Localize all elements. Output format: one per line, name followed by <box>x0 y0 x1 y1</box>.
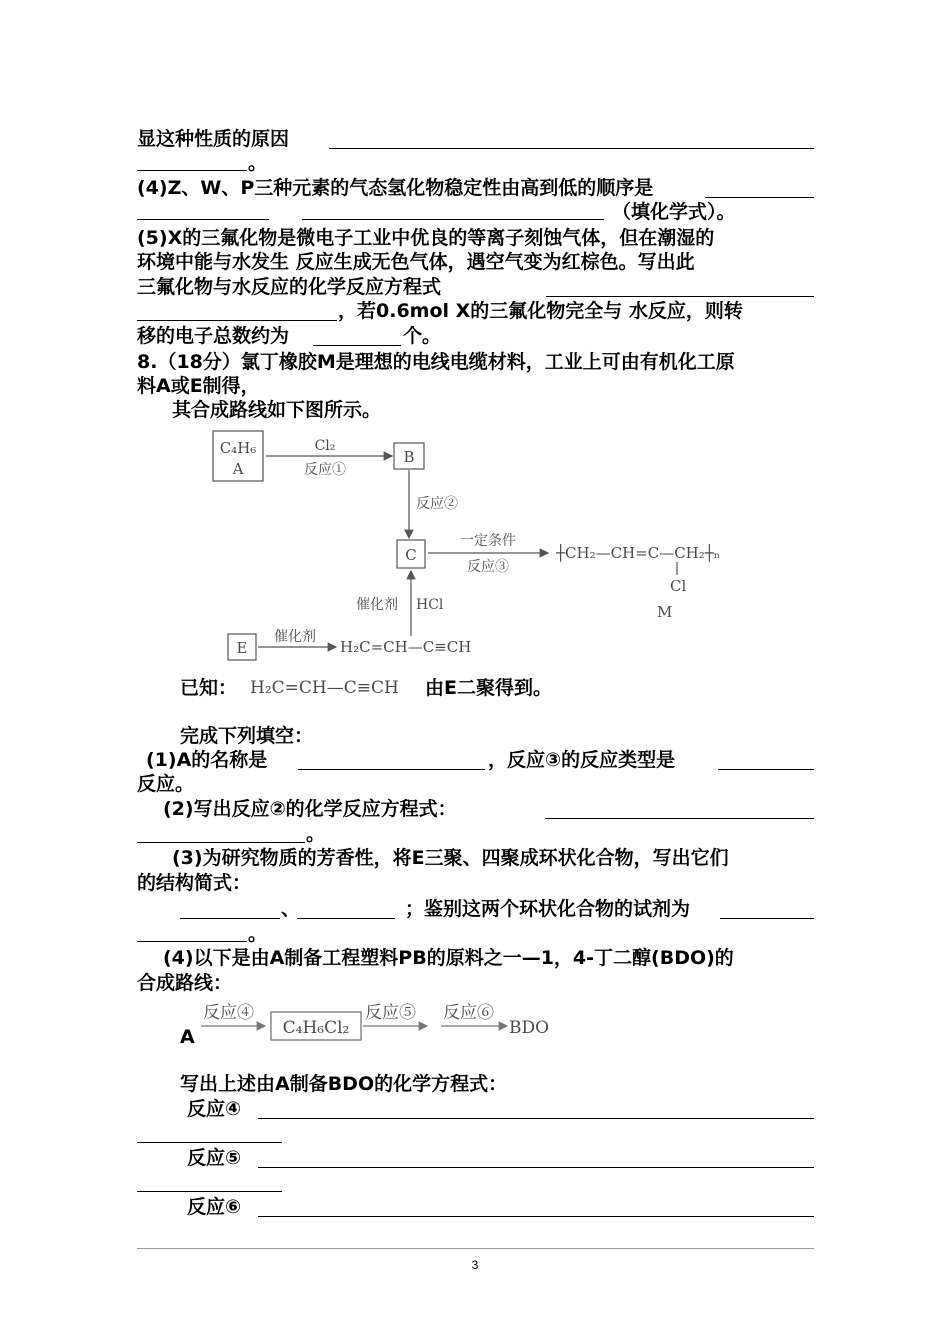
answer-blank[interactable] <box>137 842 305 843</box>
reagent-cl2: Cl₂ <box>314 438 336 454</box>
question-8-text-2: 其合成路线如下图所示。 <box>172 399 382 421</box>
reaction-4-label: 反应④ <box>187 1098 242 1120</box>
compound-a-formula: C₄H₆ <box>219 439 257 457</box>
answer-blank[interactable] <box>258 1216 814 1217</box>
reaction-2-label: 反应② <box>416 496 458 512</box>
polymer-cl: Cl <box>670 577 687 595</box>
question-5-text: (5)X的三氟化物是微电子工业中优良的等离子刻蚀气体，但在潮湿的 <box>137 227 715 249</box>
answer-blank[interactable] <box>258 1118 814 1119</box>
answer-blank[interactable] <box>297 918 395 919</box>
svg-text:C₄H₆Cl₂: C₄H₆Cl₂ <box>282 1018 350 1038</box>
compound-e-label: E <box>236 639 248 657</box>
question-1-text-3: 反应。 <box>137 773 195 795</box>
question-8-heading: 8.（18分）氯丁橡胶M是理想的电线电缆材料，工业上可由有机化工原 <box>137 351 735 373</box>
question-2-text: (2)写出反应②的化学反应方程式： <box>163 798 457 820</box>
known-formula <box>248 672 428 702</box>
reagent-hcl: HCl <box>416 597 444 613</box>
polymer-m-formula: ┼CH₂—CH=C—CH₂┼ₙ <box>556 544 721 562</box>
vinylacetylene-formula: H₂C=CH—C≡CH <box>340 638 472 656</box>
question-3-text-2: 的结构简式： <box>137 872 252 894</box>
footer-rule <box>137 1248 814 1249</box>
svg-text:反应⑥: 反应⑥ <box>443 1003 494 1023</box>
question-3-text: (3)为研究物质的芳香性，将E三聚、四聚成环状化合物，写出它们 <box>172 847 729 869</box>
svg-text:BDO: BDO <box>509 1018 550 1038</box>
instructions: 完成下列填空： <box>180 725 314 747</box>
bdo-route-diagram <box>195 996 575 1046</box>
compound-b-label: B <box>403 448 415 466</box>
answer-blank[interactable] <box>545 818 814 819</box>
svg-text:反应④: 反应④ <box>203 1003 254 1023</box>
answer-blank[interactable] <box>137 1142 282 1143</box>
condition-label: 一定条件 <box>460 533 516 549</box>
question-4b-text: (4)以下是由A制备工程塑料PB的原料之一—1，4-丁二醇(BDO)的 <box>163 947 734 969</box>
line-1: 显这种性质的原因 <box>137 128 290 150</box>
known-text: 由E二聚得到。 <box>425 677 552 699</box>
answer-blank[interactable] <box>137 1191 282 1192</box>
compound-a-label: A <box>232 460 244 478</box>
answer-blank[interactable] <box>180 918 280 919</box>
fill-formula-hint: （填化学式）。 <box>612 201 736 223</box>
question-8-text: 料A或E制得， <box>137 375 260 397</box>
known-label: 已知： <box>180 677 238 699</box>
question-5-text-2: 环境中能与水发生 反应生成无色气体，遇空气变为红棕色。写出此 <box>137 251 695 273</box>
question-2-end: 。 <box>306 823 326 845</box>
reaction-1-label: 反应① <box>304 462 346 478</box>
reaction-3-label: 反应③ <box>467 559 509 575</box>
line-2: 。 <box>248 152 268 174</box>
answer-blank[interactable] <box>258 1167 814 1168</box>
question-1-text: (1)A的名称是 <box>146 749 268 771</box>
question-5-text-3: 三氟化物与水反应的化学反应方程式 <box>137 276 442 298</box>
reaction-6-label: 反应⑥ <box>187 1196 242 1218</box>
question-3-sep: 、 <box>281 898 301 920</box>
question-5-text-6: 个。 <box>403 325 442 347</box>
svg-text:H₂C=CH—C≡CH: H₂C=CH—C≡CH <box>250 678 399 698</box>
catalyst-label-2: 催化剂 <box>274 629 316 645</box>
page-number: 3 <box>471 1258 479 1272</box>
reaction-5-label: 反应⑤ <box>187 1147 242 1169</box>
question-3-end: 。 <box>248 923 268 945</box>
question-5-text-4: ，若0.6mol X的三氟化物完全与 水反应，则转 <box>338 300 743 322</box>
question-4b-text-3: 写出上述由A制备BDO的化学方程式： <box>180 1073 508 1095</box>
catalyst-label: 催化剂 <box>356 597 398 613</box>
question-1-text-2: ，反应③的反应类型是 <box>488 749 676 771</box>
answer-blank[interactable] <box>718 769 814 770</box>
answer-blank[interactable] <box>298 769 485 770</box>
answer-blank[interactable] <box>137 941 247 942</box>
polymer-m-label: M <box>657 603 673 621</box>
route-start-a: A <box>180 1026 195 1048</box>
question-3-text-3: ；鉴别这两个环状化合物的试剂为 <box>405 898 691 920</box>
question-4b-text-2: 合成路线： <box>137 972 233 994</box>
compound-c-label: C <box>405 546 417 564</box>
question-4-text: (4)Z、W、P三种元素的气态氢化物稳定性由高到低的顺序是 <box>137 177 654 199</box>
answer-blank[interactable] <box>720 918 814 919</box>
svg-text:反应⑤: 反应⑤ <box>365 1003 416 1023</box>
question-5-text-5: 移的电子总数约为 <box>137 325 290 347</box>
